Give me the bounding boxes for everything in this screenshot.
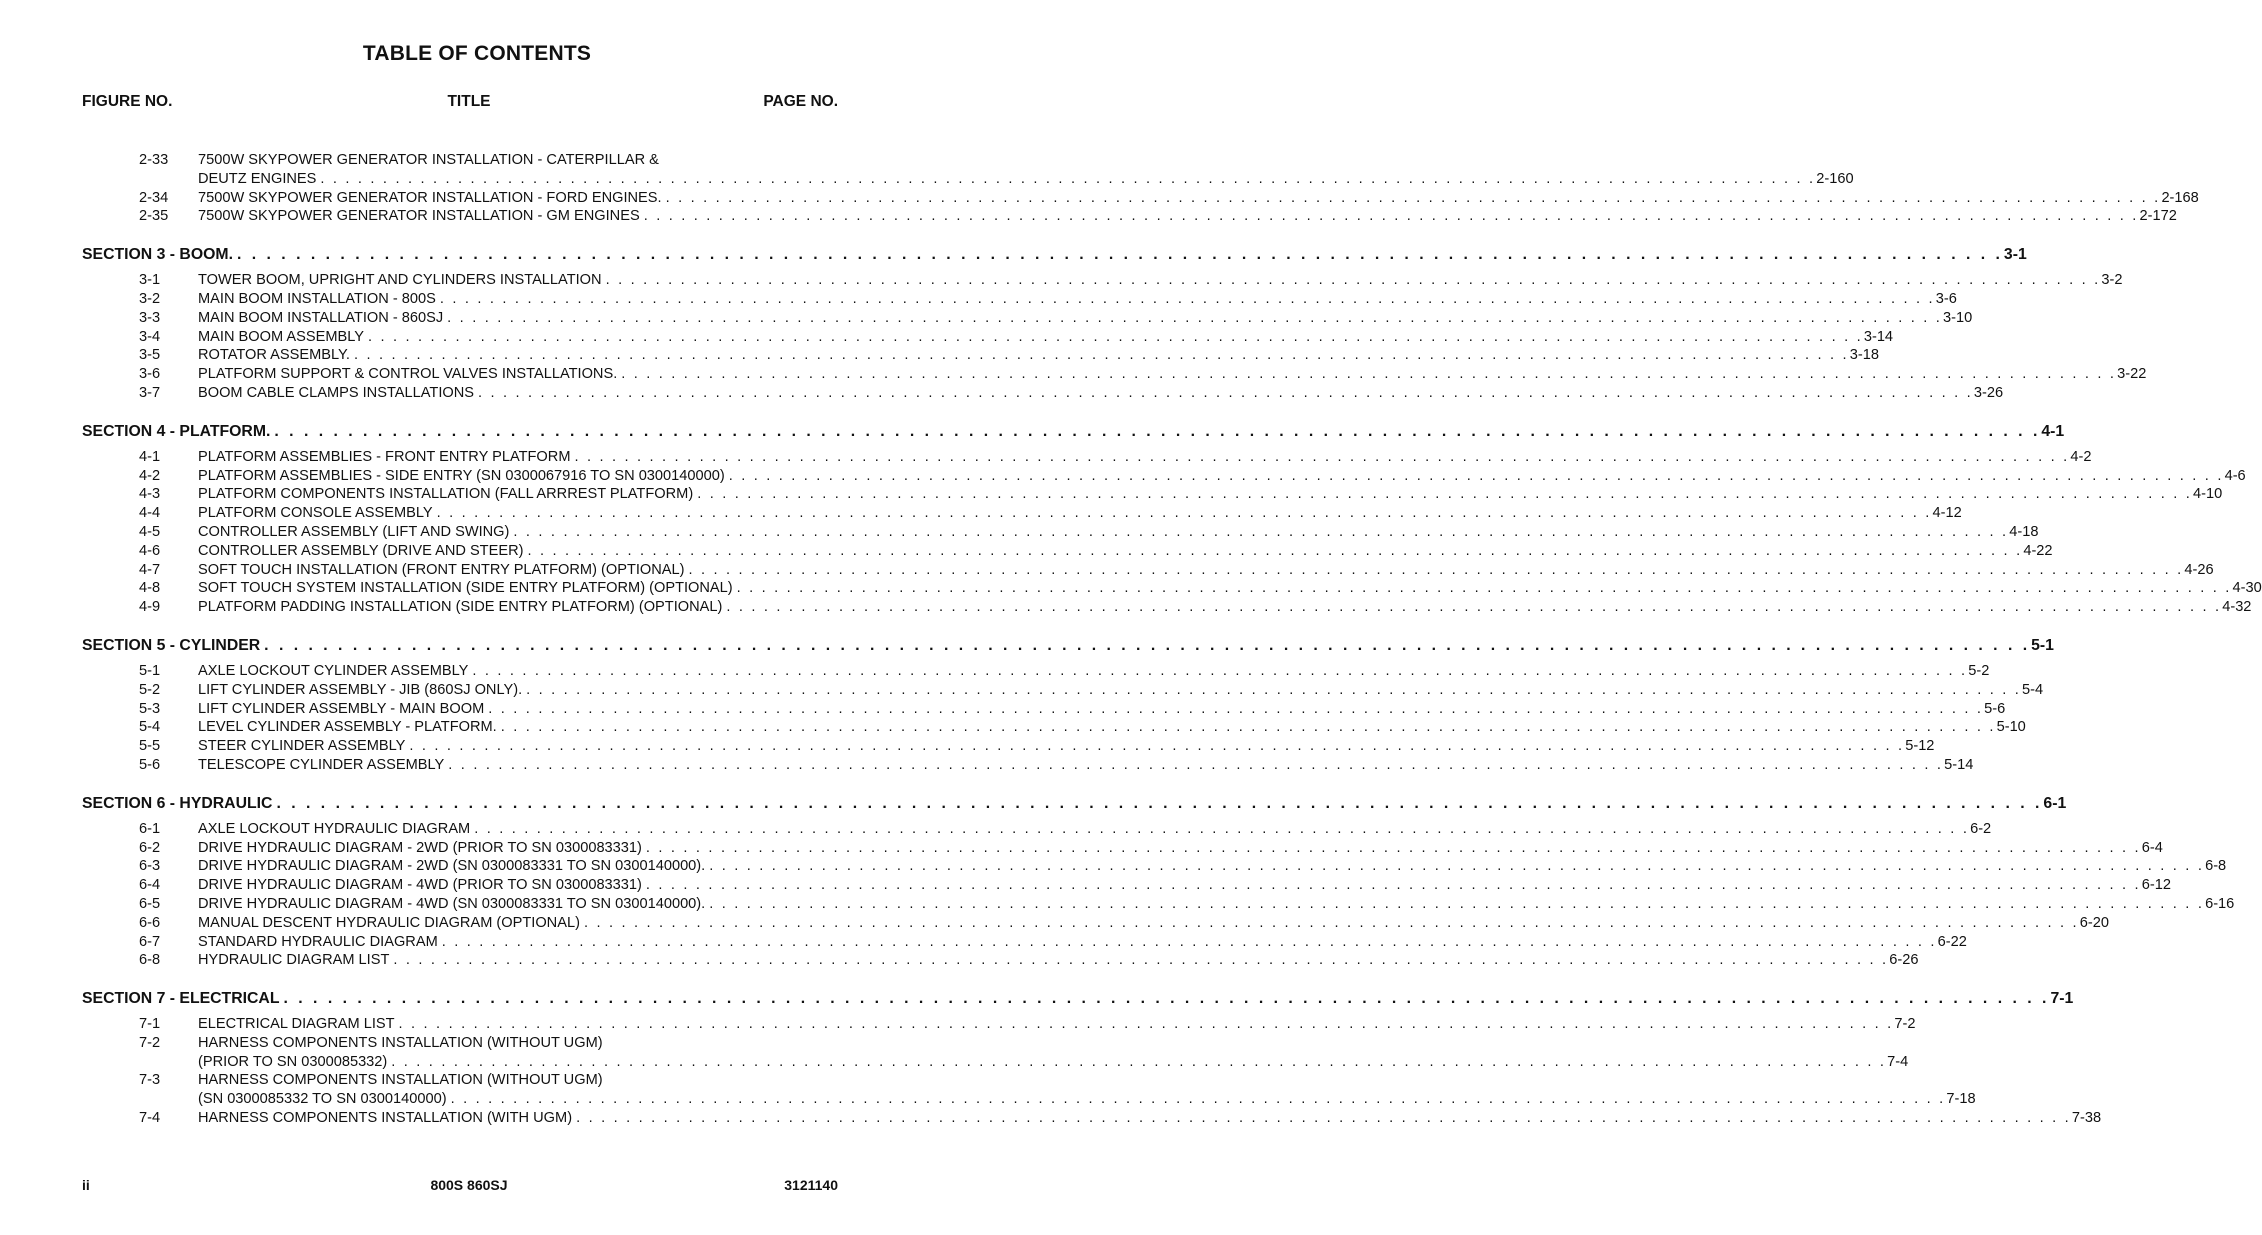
toc-entry-title: MAIN BOOM INSTALLATION - 860SJ bbox=[198, 309, 444, 326]
toc-page-number: 4-1 bbox=[2041, 422, 2065, 440]
toc-entry-row[interactable] bbox=[82, 895, 2235, 914]
toc-page-number: 2-160 bbox=[1816, 170, 1854, 187]
toc-entry-title: LEVEL CYLINDER ASSEMBLY - PLATFORM. bbox=[198, 719, 497, 736]
toc-page-number: 4-6 bbox=[2224, 467, 2246, 484]
toc-entry-title: 7500W SKYPOWER GENERATOR INSTALLATION - FORD ENGINES. bbox=[198, 189, 662, 206]
toc-figure-number: 4-4 bbox=[139, 505, 161, 522]
toc-entry-row[interactable] bbox=[82, 1071, 824, 1090]
toc-entry-title: HARNESS COMPONENTS INSTALLATION (WITHOUT UGM) bbox=[198, 1034, 603, 1051]
toc-figure-number: 3-2 bbox=[139, 290, 161, 307]
toc-entry-title: (PRIOR TO SN 0300085332) bbox=[198, 1053, 388, 1070]
toc-figure-number: 5-4 bbox=[139, 719, 161, 736]
toc-page-number: 5-2 bbox=[1968, 662, 1990, 679]
toc-figure-number: 5-5 bbox=[139, 738, 161, 755]
toc-figure-number: 3-3 bbox=[139, 309, 161, 326]
toc-entry-title: STEER CYLINDER ASSEMBLY bbox=[198, 738, 406, 755]
toc-dot-leader: . . . . . . . . . . . . . . . . . . . . . . . . . . . . . . . . . . . . . . . . . . . . . . . . . . . . . . . . . . . . . . . . . . . . . . . . . . . . . . . . . . . . . . . . . . . . . . . . . . . . . . . . . . . . . . . . . . . . . . . . bbox=[436, 505, 1932, 522]
toc-dot-leader: . . . . . . . . . . . . . . . . . . . . . . . . . . . . . . . . . . . . . . . . . . . . . . . . . . . . . . . . . . . . . . . . . . . . . . . . . . . . . . . . . . . . . . . . . . . . . . . . . . . . . . . . . . . . . . . . . . . . . . . . bbox=[709, 895, 2205, 912]
toc-entry-row[interactable] bbox=[82, 1053, 1909, 1072]
toc-entry-title: HARNESS COMPONENTS INSTALLATION (WITHOUT UGM) bbox=[198, 1072, 603, 1089]
toc-entry-title: DRIVE HYDRAULIC DIAGRAM - 2WD (SN 0300083331 TO SN 0300140000). bbox=[198, 858, 706, 875]
toc-figure-number: 4-2 bbox=[139, 467, 161, 484]
toc-entry-row[interactable] bbox=[82, 271, 2123, 290]
toc-dot-leader: . . . . . . . . . . . . . . . . . . . . . . . . . . . . . . . . . . . . . . . . . . . . . . . . . . . . . . . . . . . . . . . . . . . . . . . . . . . . . . . . . . . . . . . . . . . . . . . . . . . . . . . . . . . . . . . . . . . . . . . . bbox=[500, 719, 1996, 736]
toc-dot-leader: . . . . . . . . . . . . . . . . . . . . . . . . . . . . . . . . . . . . . . . . . . . . . . . . . . . . . . . . . . . . . . . . . . . . . . . . . . . . . . . . . . . . . . . . . . . . . . . . . . . . . . . . . . . . . . . . . . . . . . . . bbox=[728, 467, 2224, 484]
toc-page-number: 7-4 bbox=[1887, 1053, 1909, 1070]
toc-dot-leader: . . . . . . . . . . . . . . . . . . . . . . . . . . . . . . . . . . . . . . . . . . . . . . . . . . . . . . . . . . . . . . . . . . . . . . . . . . . . . . . . . . . . . . . . . . . . . . . . . . . . . . . . . . . . . . . . . . . . . . . . bbox=[488, 700, 1984, 717]
toc-figure-number: 3-7 bbox=[139, 384, 161, 401]
toc-entry-title: TOWER BOOM, UPRIGHT AND CYLINDERS INSTALLATION bbox=[198, 272, 602, 289]
toc-dot-leader: . . . . . . . . . . . . . . . . . . . . . . . . . . . . . . . . . . . . . . . . . . . . . . . . . . . . . . . . . . . . . . . . . . . . . . . . . . . . . . . . . . . . . . . . . . . . . . . . . . . . . . . . . . . . . . . . . . . . . . . . bbox=[688, 561, 2184, 578]
toc-dot-leader: . . . . . . . . . . . . . . . . . . . . . . . . . . . . . . . . . . . . . . . . . . . . . . . . . . . . . . . . . . . . . . . . . . . . . . . . . . . . . . . . . . . . . . . . . . . . . . . . . . . . . . . . . . . . . . . . . . . . . . . . bbox=[645, 839, 2141, 856]
toc-figure-number: 5-2 bbox=[139, 681, 161, 698]
toc-entry-title: DRIVE HYDRAULIC DIAGRAM - 4WD (SN 0300083331 TO SN 0300140000). bbox=[198, 895, 706, 912]
toc-entry-row[interactable] bbox=[82, 681, 2044, 700]
toc-page-number: 4-10 bbox=[2193, 486, 2223, 503]
toc-entry-title: PLATFORM CONSOLE ASSEMBLY bbox=[198, 505, 433, 522]
toc-figure-number: 4-1 bbox=[139, 448, 161, 465]
toc-dot-leader: . . . . . . . . . . . . . . . . . . . . . . . . . . . . . . . . . . . . . . . . . . . . . . . . . . . . . . . . . . . . . . . . . . . . . . . . . . . . . . . . . . . . . . . . . . . . . . . . . . . . . . . . . . . . . . . . . . . . . . . . bbox=[409, 738, 1905, 755]
toc-entry-title: HARNESS COMPONENTS INSTALLATION (WITH UGM) bbox=[198, 1110, 573, 1127]
toc-section-row[interactable] bbox=[82, 245, 2027, 265]
toc-dot-leader: . . . . . . . . . . . . . . . . . . . . . . . . . . . . . . . . . . . . . . . . . . . . . . . . . . . . . . . . . . . . . . . . . . . . . . . . . . . . . . . . . . . . . . . . . . . . . . . . . . . . . . . . . . . . . . . . . . . . . . . . bbox=[583, 914, 2079, 931]
toc-entry-row[interactable] bbox=[82, 346, 1880, 365]
toc-dot-leader: . . . . . . . . . . . . . . . . . . . . . . . . . . . . . . . . . . . . . . . . . . . . . . . . . . . . . . . . . . . . . . . . . . . . . . . . . . . . . . . . . . . . . . . . . . . . . . . . . . . . . . . . . . . . . . . . . . . . . . . . bbox=[605, 272, 2101, 289]
toc-section-label: SECTION 7 - ELECTRICAL bbox=[82, 990, 280, 1008]
toc-entry-title: SOFT TOUCH SYSTEM INSTALLATION (SIDE ENTRY PLATFORM) (OPTIONAL) bbox=[198, 580, 733, 597]
toc-page-number: 3-1 bbox=[2003, 246, 2027, 264]
toc-entry-row[interactable] bbox=[82, 914, 2110, 933]
toc-entry-title: AXLE LOCKOUT HYDRAULIC DIAGRAM bbox=[198, 820, 471, 837]
toc-entry-row[interactable] bbox=[82, 467, 2246, 486]
toc-page-number: 2-172 bbox=[2139, 208, 2177, 225]
toc-entry-title: ELECTRICAL DIAGRAM LIST bbox=[198, 1016, 395, 1033]
toc-figure-number: 6-6 bbox=[139, 914, 161, 931]
toc-page-number: 4-22 bbox=[2023, 542, 2053, 559]
toc-dot-leader: . . . . . . . . . . . . . . . . . . . . . . . . . . . . . . . . . . . . . . . . . . . . . . . . . . . . . . . . . . . . . . . . . . . . . . . . . . . . . . . . . . . . . . . . . . . . . . . . . . . . . . . . . . . . . . . . . . . . . . . . bbox=[353, 347, 1849, 364]
toc-page-number: 6-20 bbox=[2079, 914, 2110, 931]
toc-entry-row[interactable] bbox=[82, 933, 1967, 952]
toc-entry-title: 7500W SKYPOWER GENERATOR INSTALLATION - GM ENGINES bbox=[198, 208, 640, 225]
toc-figure-number: 2-35 bbox=[139, 208, 169, 225]
toc-dot-leader: . . . . . . . . . . . . . . . . . . . . . . . . . . . . . . . . . . . . . . . . . . . . . . . . . . . . . . . . . . . . . . . . . . . . . . . . . . . . . . . . . . . . . . . . . . . . . . . . . . . . . . . . . . . . . . . . . . . . . . . . bbox=[526, 681, 2021, 698]
toc-page-number: 6-2 bbox=[1970, 820, 1992, 837]
toc-figure-number: 6-4 bbox=[139, 877, 161, 894]
toc-entry-row[interactable] bbox=[82, 504, 1962, 523]
toc-page-number: 5-1 bbox=[2031, 636, 2054, 654]
toc-entry-row[interactable] bbox=[82, 384, 2004, 403]
toc-entry-row[interactable] bbox=[82, 820, 1992, 839]
toc-page-number: 6-1 bbox=[2043, 794, 2067, 812]
toc-dot-leader: . . . . . . . . . . . . . . . . . . . . . . . . . . . . . . . . . . . . . . . . . . . . . . . . . . . . . . . . . . . . . . . . . . . . . . . . . . . . . . . . . . . . . . . . . . . . . . . . . . . . . . . . . . . . . . . . . . . . . . . . bbox=[621, 366, 2117, 383]
toc-section-row[interactable] bbox=[82, 422, 2065, 442]
toc-figure-number: 6-3 bbox=[139, 858, 161, 875]
toc-entry-row[interactable] bbox=[82, 365, 2147, 384]
toc-page-number: 5-4 bbox=[2022, 681, 2044, 698]
toc-figure-number: 7-3 bbox=[139, 1072, 161, 1089]
toc-figure-number: 4-9 bbox=[139, 599, 161, 616]
toc-figure-number: 6-5 bbox=[139, 895, 161, 912]
toc-figure-number: 3-1 bbox=[139, 272, 161, 289]
toc-entry-row[interactable] bbox=[82, 876, 2171, 895]
toc-entry-row[interactable] bbox=[82, 1109, 2102, 1128]
toc-section-row[interactable] bbox=[82, 989, 2074, 1009]
toc-dot-leader: . . . . . . . . . . . . . . . . . . . . . . . . . . . . . . . . . . . . . . . . . . . . . . . . . . . . . . . . . . . . . . . . . . . . . . . . . . . . . . . . . . . . . . . . . . . . . . . . . . . . . . . . . . . . . . . . . . . . . . . . bbox=[398, 1016, 1894, 1033]
toc-figure-number: 5-3 bbox=[139, 700, 161, 717]
toc-entry-title: DRIVE HYDRAULIC DIAGRAM - 4WD (PRIOR TO SN 0300083331) bbox=[198, 877, 642, 894]
toc-dot-leader: . . . . . . . . . . . . . . . . . . . . . . . . . . . . . . . . . . . . . . . . . . . . . . . . . . . . . . . . . . . . . . . . . . . . . . . . . . . . . . . . . . . . . . . . . . . . . . . . . . . . . . . . . . . . . . . . . . . . . . . . bbox=[264, 636, 2031, 654]
toc-page-number: 3-6 bbox=[1935, 290, 1957, 307]
toc-entry-title: PLATFORM PADDING INSTALLATION (SIDE ENTRY PLATFORM) (OPTIONAL) bbox=[198, 599, 723, 616]
toc-entry-title: PLATFORM COMPONENTS INSTALLATION (FALL ARRREST PLATFORM) bbox=[198, 486, 694, 503]
toc-page-number: 3-10 bbox=[1943, 309, 1973, 326]
toc-entry-row[interactable] bbox=[82, 700, 2006, 719]
toc-entry-row[interactable] bbox=[82, 309, 1973, 328]
toc-figure-number: 3-4 bbox=[139, 328, 161, 345]
toc-entry-title: BOOM CABLE CLAMPS INSTALLATIONS bbox=[198, 384, 474, 401]
toc-entry-row[interactable] bbox=[82, 857, 2227, 876]
toc-dot-leader: . . . . . . . . . . . . . . . . . . . . . . . . . . . . . . . . . . . . . . . . . . . . . . . . . . . . . . . . . . . . . . . . . . . . . . . . . . . . . . . . . . . . . . . . . . . . . . . . . . . . . . . . . . . . . . . . . . . . . . . . bbox=[474, 820, 1970, 837]
toc-page-number: 3-2 bbox=[2101, 272, 2123, 289]
toc-figure-number: 3-5 bbox=[139, 347, 161, 364]
toc-page-number: 6-26 bbox=[1889, 952, 1919, 969]
toc-page-number: 7-1 bbox=[2050, 990, 2074, 1008]
toc-dot-leader: . . . . . . . . . . . . . . . . . . . . . . . . . . . . . . . . . . . . . . . . . . . . . . . . . . . . . . . . . . . . . . . . . . . . . . . . . . . . . . . . . . . . . . . . . . . . . . . . . . . . . . . . . . . . . . . . . . . . . . . . bbox=[447, 309, 1943, 326]
toc-page-number: 4-18 bbox=[2009, 523, 2039, 540]
toc-entry-title: STANDARD HYDRAULIC DIAGRAM bbox=[198, 933, 438, 950]
page-title: TABLE OF CONTENTS bbox=[362, 42, 592, 65]
toc-page-number: 7-2 bbox=[1894, 1016, 1916, 1033]
toc-dot-leader: . . . . . . . . . . . . . . . . . . . . . . . . . . . . . . . . . . . . . . . . . . . . . . . . . . . . . . . . . . . . . . . . . . . . . . . . . . . . . . . . . . . . . . . . . . . . . . . . . . . . . . . . . . . . . . . . . . . . . . . . bbox=[276, 794, 2043, 812]
toc-entry-row[interactable] bbox=[82, 598, 2252, 617]
toc-entry-title: PLATFORM ASSEMBLIES - FRONT ENTRY PLATFORM bbox=[198, 448, 571, 465]
toc-figure-number: 7-1 bbox=[139, 1016, 161, 1033]
toc-dot-leader: . . . . . . . . . . . . . . . . . . . . . . . . . . . . . . . . . . . . . . . . . . . . . . . . . . . . . . . . . . . . . . . . . . . . . . . . . . . . . . . . . . . . . . . . . . . . . . . . . . . . . . . . . . . . . . . . . . . . . . . . bbox=[393, 952, 1889, 969]
toc-page-number: 2-168 bbox=[2161, 189, 2199, 206]
toc-dot-leader: . . . . . . . . . . . . . . . . . . . . . . . . . . . . . . . . . . . . . . . . . . . . . . . . . . . . . . . . . . . . . . . . . . . . . . . . . . . . . . . . . . . . . . . . . . . . . . . . . . . . . . . . . . . . . . . . . . . . . . . . bbox=[513, 523, 2009, 540]
toc-dot-leader: . . . . . . . . . . . . . . . . . . . . . . . . . . . . . . . . . . . . . . . . . . . . . . . . . . . . . . . . . . . . . . . . . . . . . . . . . . . . . . . . . . . . . . . . . . . . . . . . . . . . . . . . . . . . . . . . . . . . . . . . bbox=[283, 990, 2050, 1008]
toc-entry-row[interactable] bbox=[82, 207, 2177, 226]
footer-page-number: ii bbox=[82, 1177, 90, 1193]
toc-figure-number: 6-7 bbox=[139, 933, 161, 950]
toc-entry-title: ROTATOR ASSEMBLY. bbox=[198, 347, 350, 364]
toc-entry-title: CONTROLLER ASSEMBLY (LIFT AND SWING) bbox=[198, 523, 510, 540]
toc-page-number: 4-26 bbox=[2184, 561, 2214, 578]
toc-page-number: 5-12 bbox=[1905, 738, 1935, 755]
toc-entry-row[interactable] bbox=[82, 951, 1919, 970]
toc-figure-number: 2-34 bbox=[139, 189, 169, 206]
toc-page-number: 6-12 bbox=[2141, 877, 2171, 894]
toc-entry-row[interactable] bbox=[82, 542, 2053, 561]
toc-section-label: SECTION 4 - PLATFORM. bbox=[82, 422, 271, 440]
toc-figure-number: 3-6 bbox=[139, 366, 161, 383]
toc-page-number: 6-16 bbox=[2205, 895, 2235, 912]
toc-dot-leader: . . . . . . . . . . . . . . . . . . . . . . . . . . . . . . . . . . . . . . . . . . . . . . . . . . . . . . . . . . . . . . . . . . . . . . . . . . . . . . . . . . . . . . . . . . . . . . . . . . . . . . . . . . . . . . . . . . . . . . . . bbox=[236, 246, 2003, 264]
toc-page-number: 5-14 bbox=[1944, 756, 1974, 773]
toc-dot-leader: . . . . . . . . . . . . . . . . . . . . . . . . . . . . . . . . . . . . . . . . . . . . . . . . . . . . . . . . . . . . . . . . . . . . . . . . . . . . . . . . . . . . . . . . . . . . . . . . . . . . . . . . . . . . . . . . . . . . . . . . bbox=[391, 1053, 1887, 1070]
toc-figure-number: 4-7 bbox=[139, 561, 161, 578]
toc-dot-leader: . . . . . . . . . . . . . . . . . . . . . . . . . . . . . . . . . . . . . . . . . . . . . . . . . . . . . . . . . . . . . . . . . . . . . . . . . . . . . . . . . . . . . . . . . . . . . . . . . . . . . . . . . . . . . . . . . . . . . . . . bbox=[441, 933, 1937, 950]
toc-entry-row[interactable] bbox=[82, 1034, 824, 1053]
toc-dot-leader: . . . . . . . . . . . . . . . . . . . . . . . . . . . . . . . . . . . . . . . . . . . . . . . . . . . . . . . . . . . . . . . . . . . . . . . . . . . . . . . . . . . . . . . . . . . . . . . . . . . . . . . . . . . . . . . . . . . . . . . . bbox=[709, 858, 2205, 875]
toc-entry-row[interactable] bbox=[82, 151, 824, 170]
toc-dot-leader: . . . . . . . . . . . . . . . . . . . . . . . . . . . . . . . . . . . . . . . . . . . . . . . . . . . . . . . . . . . . . . . . . . . . . . . . . . . . . . . . . . . . . . . . . . . . . . . . . . . . . . . . . . . . . . . . . . . . . . . . bbox=[439, 290, 1935, 307]
toc-entry-title: LIFT CYLINDER ASSEMBLY - JIB (860SJ ONLY). bbox=[198, 681, 523, 698]
toc-section-label: SECTION 5 - CYLINDER bbox=[82, 636, 261, 654]
toc-page-number: 7-18 bbox=[1946, 1091, 1976, 1108]
toc-entry-row[interactable] bbox=[82, 485, 2223, 504]
toc-entry-title: MANUAL DESCENT HYDRAULIC DIAGRAM (OPTIONAL) bbox=[198, 914, 580, 931]
toc-dot-leader: . . . . . . . . . . . . . . . . . . . . . . . . . . . . . . . . . . . . . . . . . . . . . . . . . . . . . . . . . . . . . . . . . . . . . . . . . . . . . . . . . . . . . . . . . . . . . . . . . . . . . . . . . . . . . . . . . . . . . . . . bbox=[527, 542, 2023, 559]
toc-page-number: 3-18 bbox=[1849, 347, 1880, 364]
toc-entry-row[interactable] bbox=[82, 170, 1854, 189]
toc-figure-number: 6-2 bbox=[139, 839, 161, 856]
toc-dot-leader: . . . . . . . . . . . . . . . . . . . . . . . . . . . . . . . . . . . . . . . . . . . . . . . . . . . . . . . . . . . . . . . . . . . . . . . . . . . . . . . . . . . . . . . . . . . . . . . . . . . . . . . . . . . . . . . . . . . . . . . . bbox=[478, 384, 1973, 401]
toc-page-number: 6-4 bbox=[2141, 839, 2163, 856]
toc-figure-number: 7-2 bbox=[139, 1034, 161, 1051]
toc-page-number: 5-6 bbox=[1984, 700, 2006, 717]
toc-entry-title: TELESCOPE CYLINDER ASSEMBLY bbox=[198, 756, 445, 773]
toc-page-number: 4-32 bbox=[2222, 599, 2252, 616]
toc-dot-leader: . . . . . . . . . . . . . . . . . . . . . . . . . . . . . . . . . . . . . . . . . . . . . . . . . . . . . . . . . . . . . . . . . . . . . . . . . . . . . . . . . . . . . . . . . . . . . . . . . . . . . . . . . . . . . . . . . . . . . . . . bbox=[367, 328, 1863, 345]
toc-entry-row[interactable] bbox=[82, 561, 2214, 580]
toc-figure-number: 4-6 bbox=[139, 542, 161, 559]
toc-entry-title: (SN 0300085332 TO SN 0300140000) bbox=[198, 1091, 447, 1108]
toc-entry-title: HYDRAULIC DIAGRAM LIST bbox=[198, 952, 390, 969]
toc-entry-row[interactable] bbox=[82, 662, 1990, 681]
toc-figure-number: 6-1 bbox=[139, 820, 161, 837]
toc-section-label: SECTION 6 - HYDRAULIC bbox=[82, 794, 273, 812]
toc-entry-row[interactable] bbox=[82, 737, 1935, 756]
toc-dot-leader: . . . . . . . . . . . . . . . . . . . . . . . . . . . . . . . . . . . . . . . . . . . . . . . . . . . . . . . . . . . . . . . . . . . . . . . . . . . . . . . . . . . . . . . . . . . . . . . . . . . . . . . . . . . . . . . . . . . . . . . . bbox=[574, 448, 2070, 465]
toc-entry-row[interactable] bbox=[82, 1015, 1916, 1034]
column-header-figure: FIGURE NO. bbox=[82, 93, 173, 110]
toc-dot-leader: . . . . . . . . . . . . . . . . . . . . . . . . . . . . . . . . . . . . . . . . . . . . . . . . . . . . . . . . . . . . . . . . . . . . . . . . . . . . . . . . . . . . . . . . . . . . . . . . . . . . . . . . . . . . . . . . . . . . . . . . bbox=[726, 599, 2222, 616]
toc-dot-leader: . . . . . . . . . . . . . . . . . . . . . . . . . . . . . . . . . . . . . . . . . . . . . . . . . . . . . . . . . . . . . . . . . . . . . . . . . . . . . . . . . . . . . . . . . . . . . . . . . . . . . . . . . . . . . . . . . . . . . . . . bbox=[448, 756, 1944, 773]
toc-entry-row[interactable] bbox=[82, 448, 2092, 467]
toc-page-number: 4-12 bbox=[1932, 505, 1962, 522]
toc-page-number: 4-30 bbox=[2232, 580, 2262, 597]
toc-entry-row[interactable] bbox=[82, 756, 1974, 775]
toc-entry-title: 7500W SKYPOWER GENERATOR INSTALLATION - CATERPILLAR & bbox=[198, 152, 659, 168]
footer-document-number: 3121140 bbox=[784, 1177, 838, 1193]
toc-entry-title: AXLE LOCKOUT CYLINDER ASSEMBLY bbox=[198, 662, 469, 679]
toc-page-number: 6-8 bbox=[2205, 858, 2227, 875]
toc-section-row[interactable] bbox=[82, 794, 2067, 814]
column-header-page: PAGE NO. bbox=[763, 93, 838, 110]
toc-page-number: 3-26 bbox=[1973, 384, 2004, 401]
toc-dot-leader: . . . . . . . . . . . . . . . . . . . . . . . . . . . . . . . . . . . . . . . . . . . . . . . . . . . . . . . . . . . . . . . . . . . . . . . . . . . . . . . . . . . . . . . . . . . . . . . . . . . . . . . . . . . . . . . . . . . . . . . . bbox=[472, 662, 1968, 679]
toc-section-row[interactable] bbox=[82, 636, 2054, 656]
toc-dot-leader: . . . . . . . . . . . . . . . . . . . . . . . . . . . . . . . . . . . . . . . . . . . . . . . . . . . . . . . . . . . . . . . . . . . . . . . . . . . . . . . . . . . . . . . . . . . . . . . . . . . . . . . . . . . . . . . . . . . . . . . . bbox=[645, 877, 2141, 894]
toc-figure-number: 4-3 bbox=[139, 486, 161, 503]
toc-figure-number: 4-5 bbox=[139, 523, 161, 540]
toc-figure-number: 4-8 bbox=[139, 580, 161, 597]
toc-entry-title: PLATFORM ASSEMBLIES - SIDE ENTRY (SN 0300067916 TO SN 0300140000) bbox=[198, 467, 725, 484]
toc-entry-row[interactable] bbox=[82, 579, 2262, 598]
toc-figure-number: 2-33 bbox=[139, 152, 169, 168]
toc-entry-title: CONTROLLER ASSEMBLY (DRIVE AND STEER) bbox=[198, 542, 524, 559]
toc-list bbox=[82, 151, 2262, 1128]
toc-dot-leader: . . . . . . . . . . . . . . . . . . . . . . . . . . . . . . . . . . . . . . . . . . . . . . . . . . . . . . . . . . . . . . . . . . . . . . . . . . . . . . . . . . . . . . . . . . . . . . . . . . . . . . . . . . . . . . . . . . . . . . . . bbox=[576, 1110, 2071, 1127]
toc-entry-row[interactable] bbox=[82, 189, 2199, 208]
toc-entry-row[interactable] bbox=[82, 328, 1894, 347]
toc-figure-number: 5-6 bbox=[139, 756, 161, 773]
toc-entry-row[interactable] bbox=[82, 523, 2039, 542]
toc-page-number: 5-10 bbox=[1996, 719, 2026, 736]
toc-entry-title: LIFT CYLINDER ASSEMBLY - MAIN BOOM bbox=[198, 700, 485, 717]
toc-entry-title: SOFT TOUCH INSTALLATION (FRONT ENTRY PLATFORM) (OPTIONAL) bbox=[198, 561, 685, 578]
toc-page-number: 3-22 bbox=[2117, 366, 2147, 383]
toc-entry-row[interactable] bbox=[82, 718, 2026, 737]
toc-figure-number: 5-1 bbox=[139, 662, 161, 679]
toc-entry-row[interactable] bbox=[82, 290, 1957, 309]
toc-section-label: SECTION 3 - BOOM. bbox=[82, 246, 233, 264]
toc-figure-number: 7-4 bbox=[139, 1110, 161, 1127]
toc-entry-title: PLATFORM SUPPORT & CONTROL VALVES INSTALLATIONS. bbox=[198, 366, 618, 383]
toc-entry-title: MAIN BOOM INSTALLATION - 800S bbox=[198, 290, 436, 307]
toc-dot-leader: . . . . . . . . . . . . . . . . . . . . . . . . . . . . . . . . . . . . . . . . . . . . . . . . . . . . . . . . . . . . . . . . . . . . . . . . . . . . . . . . . . . . . . . . . . . . . . . . . . . . . . . . . . . . . . . . . . . . . . . . bbox=[665, 189, 2161, 206]
footer-model: 800S 860SJ bbox=[430, 1177, 508, 1193]
toc-page-number: 3-14 bbox=[1863, 328, 1894, 345]
toc-dot-leader: . . . . . . . . . . . . . . . . . . . . . . . . . . . . . . . . . . . . . . . . . . . . . . . . . . . . . . . . . . . . . . . . . . . . . . . . . . . . . . . . . . . . . . . . . . . . . . . . . . . . . . . . . . . . . . . . . . . . . . . . bbox=[643, 208, 2139, 225]
toc-figure-number: 6-8 bbox=[139, 952, 161, 969]
toc-dot-leader: . . . . . . . . . . . . . . . . . . . . . . . . . . . . . . . . . . . . . . . . . . . . . . . . . . . . . . . . . . . . . . . . . . . . . . . . . . . . . . . . . . . . . . . . . . . . . . . . . . . . . . . . . . . . . . . . . . . . . . . . bbox=[320, 170, 1816, 187]
toc-dot-leader: . . . . . . . . . . . . . . . . . . . . . . . . . . . . . . . . . . . . . . . . . . . . . . . . . . . . . . . . . . . . . . . . . . . . . . . . . . . . . . . . . . . . . . . . . . . . . . . . . . . . . . . . . . . . . . . . . . . . . . . . bbox=[736, 580, 2232, 597]
toc-entry-title: DEUTZ ENGINES bbox=[198, 170, 317, 187]
toc-dot-leader: . . . . . . . . . . . . . . . . . . . . . . . . . . . . . . . . . . . . . . . . . . . . . . . . . . . . . . . . . . . . . . . . . . . . . . . . . . . . . . . . . . . . . . . . . . . . . . . . . . . . . . . . . . . . . . . . . . . . . . . . bbox=[697, 486, 2193, 503]
toc-dot-leader: . . . . . . . . . . . . . . . . . . . . . . . . . . . . . . . . . . . . . . . . . . . . . . . . . . . . . . . . . . . . . . . . . . . . . . . . . . . . . . . . . . . . . . . . . . . . . . . . . . . . . . . . . . . . . . . . . . . . . . . . bbox=[450, 1091, 1946, 1108]
toc-entry-row[interactable] bbox=[82, 1090, 1976, 1109]
toc-entry-title: DRIVE HYDRAULIC DIAGRAM - 2WD (PRIOR TO SN 0300083331) bbox=[198, 839, 642, 856]
toc-dot-leader: . . . . . . . . . . . . . . . . . . . . . . . . . . . . . . . . . . . . . . . . . . . . . . . . . . . . . . . . . . . . . . . . . . . . . . . . . . . . . . . . . . . . . . . . . . . . . . . . . . . . . . . . . . . . . . . . . . . . . . . . bbox=[274, 422, 2041, 440]
toc-page-number: 4-2 bbox=[2070, 448, 2092, 465]
toc-page-number: 6-22 bbox=[1937, 933, 1967, 950]
toc-entry-row[interactable] bbox=[82, 839, 2163, 858]
toc-entry-title: MAIN BOOM ASSEMBLY bbox=[198, 328, 364, 345]
column-header-title: TITLE bbox=[447, 93, 491, 110]
toc-page-number: 7-38 bbox=[2071, 1110, 2102, 1127]
